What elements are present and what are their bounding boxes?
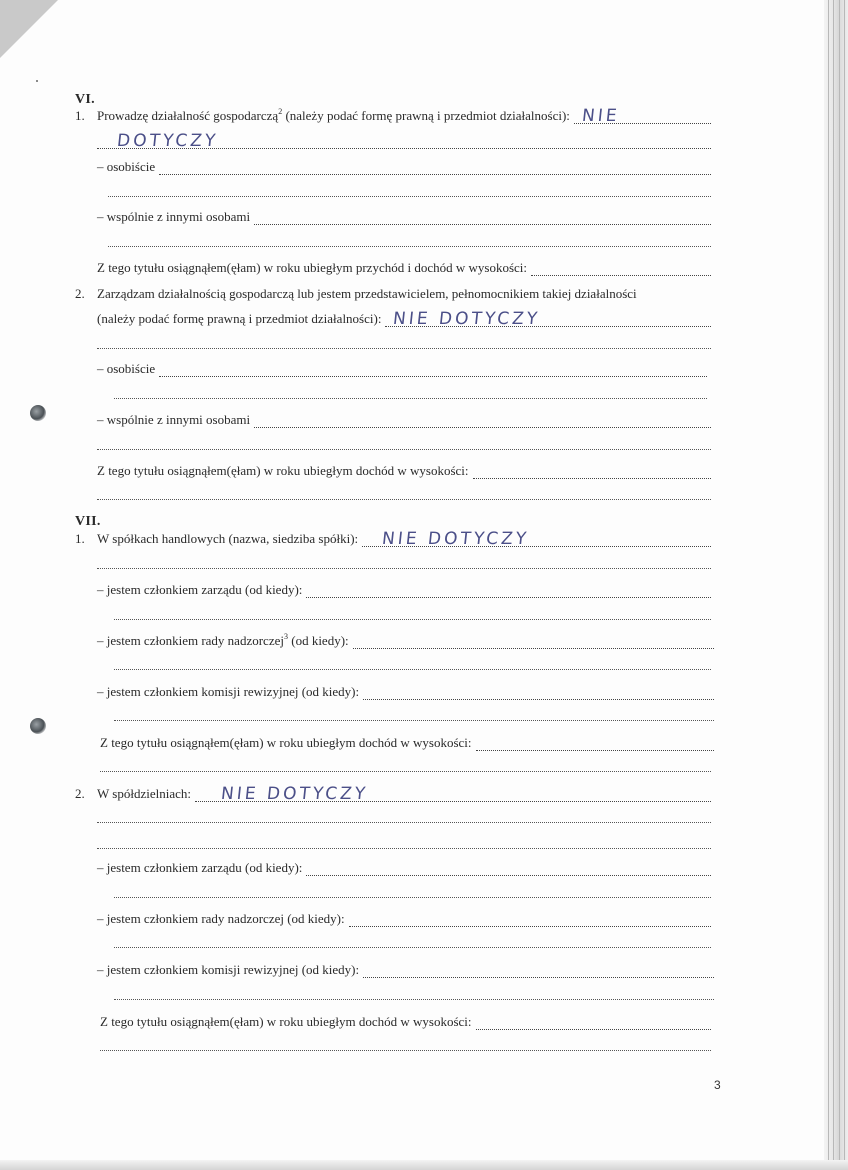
- punch-hole-mark: [30, 405, 46, 421]
- scan-speck: [36, 80, 38, 82]
- vi-item2-line: [75, 286, 711, 302]
- field-label: – jestem członkiem zarządu (od kiedy):: [97, 860, 303, 875]
- blank-dotted-line[interactable]: [97, 448, 711, 450]
- field-label: – jestem członkiem zarządu (od kiedy):: [97, 582, 303, 597]
- stacked-page-edges: [824, 0, 848, 1170]
- vii-item1-line: [75, 531, 711, 547]
- section-heading-vi: VI.: [75, 92, 95, 107]
- blank-dotted-line[interactable]: [97, 847, 711, 849]
- vii-item1-label: W spółkach handlowych (nazwa, siedziba spółki):: [97, 531, 359, 546]
- blank-dotted-line[interactable]: [108, 195, 711, 197]
- field-label: – osobiście: [97, 159, 156, 174]
- vii-item2-komisja: [97, 962, 714, 978]
- answer-field[interactable]: [159, 162, 711, 175]
- blank-dotted-line[interactable]: [114, 896, 711, 898]
- vi-item2-income: [97, 463, 711, 479]
- answer-field[interactable]: [159, 364, 707, 377]
- vi-item2-osobiscie: [97, 361, 707, 377]
- vi-item2-wspolnie: [97, 412, 711, 428]
- answer-field[interactable]: [306, 863, 711, 876]
- vi-item2-continuation: [97, 311, 711, 327]
- vii-item2-income: [100, 1014, 711, 1030]
- field-label: (należy podać formę prawną i przedmiot działalności):: [97, 311, 382, 326]
- vii-item1-komisja: [97, 684, 714, 700]
- field-label: – wspólnie z innymi osobami: [97, 412, 251, 427]
- page-number: 3: [714, 1078, 721, 1092]
- folded-corner: [0, 0, 58, 58]
- vi-item1-osobiscie: [97, 159, 711, 175]
- answer-field[interactable]: [363, 965, 714, 978]
- vii-item2-label: W spółdzielniach:: [97, 786, 191, 801]
- field-label: – osobiście: [97, 361, 156, 376]
- field-label: Z tego tytułu osiągnąłem(ęłam) w roku ubiegłym dochód w wysokości:: [100, 735, 472, 750]
- field-label: – jestem członkiem rady nadzorczej (od kiedy):: [97, 911, 345, 926]
- handwritten-answer: NIE DOTYCZY: [392, 309, 542, 329]
- blank-dotted-line[interactable]: [114, 998, 714, 1000]
- section-heading-vii: VII.: [75, 514, 101, 529]
- page-bottom-edge: [0, 1160, 848, 1170]
- handwritten-answer: DOTYCZY: [115, 131, 220, 151]
- handwritten-answer: NIE DOTYCZY: [219, 784, 370, 804]
- vii-item2-zarzad: [97, 860, 711, 876]
- answer-field[interactable]: [574, 106, 711, 126]
- vi-item1-line: [75, 108, 711, 124]
- blank-dotted-line[interactable]: [114, 618, 711, 620]
- blank-dotted-line[interactable]: [114, 668, 711, 670]
- vii-item1-rada: [97, 633, 714, 649]
- blank-dotted-line[interactable]: [100, 770, 711, 772]
- answer-field[interactable]: [349, 914, 711, 927]
- punch-hole-mark: [30, 718, 46, 734]
- handwritten-answer: NIE DOTYCZY: [381, 529, 531, 549]
- answer-field[interactable]: [362, 529, 711, 549]
- field-label: Z tego tytułu osiągnąłem(ęłam) w roku ubiegłym przychód i dochód w wysokości:: [97, 260, 527, 275]
- blank-dotted-line[interactable]: [97, 821, 711, 823]
- answer-field[interactable]: [306, 585, 711, 598]
- blank-dotted-line[interactable]: [97, 347, 711, 349]
- answer-field[interactable]: [254, 415, 711, 428]
- blank-dotted-line[interactable]: [97, 567, 711, 569]
- field-label: Z tego tytułu osiągnąłem(ęłam) w roku ubiegłym dochód w wysokości:: [100, 1014, 472, 1029]
- answer-field[interactable]: [363, 687, 714, 700]
- vii-item2-line: [75, 786, 711, 802]
- blank-dotted-line[interactable]: [108, 245, 711, 247]
- vii-item2-rada: [97, 911, 711, 927]
- vii-item1-income: [100, 735, 714, 751]
- handwritten-answer: NIE: [580, 106, 621, 126]
- answer-field[interactable]: [473, 466, 711, 479]
- answer-field[interactable]: [385, 309, 711, 329]
- answer-field[interactable]: [476, 1017, 711, 1030]
- item-number: 2.: [75, 286, 85, 301]
- answer-field[interactable]: [254, 212, 711, 225]
- blank-dotted-line[interactable]: [114, 946, 711, 948]
- vii-item1-zarzad: [97, 582, 711, 598]
- field-label: Z tego tytułu osiągnąłem(ęłam) w roku ubiegłym dochód w wysokości:: [97, 463, 469, 478]
- answer-field[interactable]: [195, 784, 711, 804]
- field-label: – jestem członkiem komisji rewizyjnej (od kiedy):: [97, 962, 360, 977]
- answer-field[interactable]: [531, 263, 711, 276]
- vi-item1-income: [97, 260, 711, 276]
- field-label: – jestem członkiem komisji rewizyjnej (od kiedy):: [97, 684, 360, 699]
- item-number: 2.: [75, 786, 85, 801]
- blank-dotted-line[interactable]: [114, 719, 714, 721]
- item-number: 1.: [75, 531, 85, 546]
- blank-dotted-line[interactable]: [97, 498, 711, 500]
- blank-dotted-line[interactable]: [114, 397, 707, 399]
- answer-field[interactable]: [353, 636, 714, 649]
- vi-item2-label: Zarządzam działalnością gospodarczą lub jestem przedstawicielem, pełnomocnikiem takiej działalności: [97, 286, 637, 301]
- field-label: – jestem członkiem rady nadzorczej$^3$ (od kiedy):: [97, 632, 349, 648]
- answer-field[interactable]: [476, 738, 714, 751]
- answer-field[interactable]: [97, 131, 711, 151]
- vi-item1-label: Prowadzę działalność gospodarczą$^2$ (należy podać formę prawną i przedmiot działalności):: [97, 107, 570, 123]
- item-number: 1.: [75, 108, 85, 123]
- field-label: – wspólnie z innymi osobami: [97, 209, 251, 224]
- vi-item1-continuation: [97, 133, 711, 149]
- vi-item1-wspolnie: [97, 209, 711, 225]
- blank-dotted-line[interactable]: [100, 1049, 711, 1051]
